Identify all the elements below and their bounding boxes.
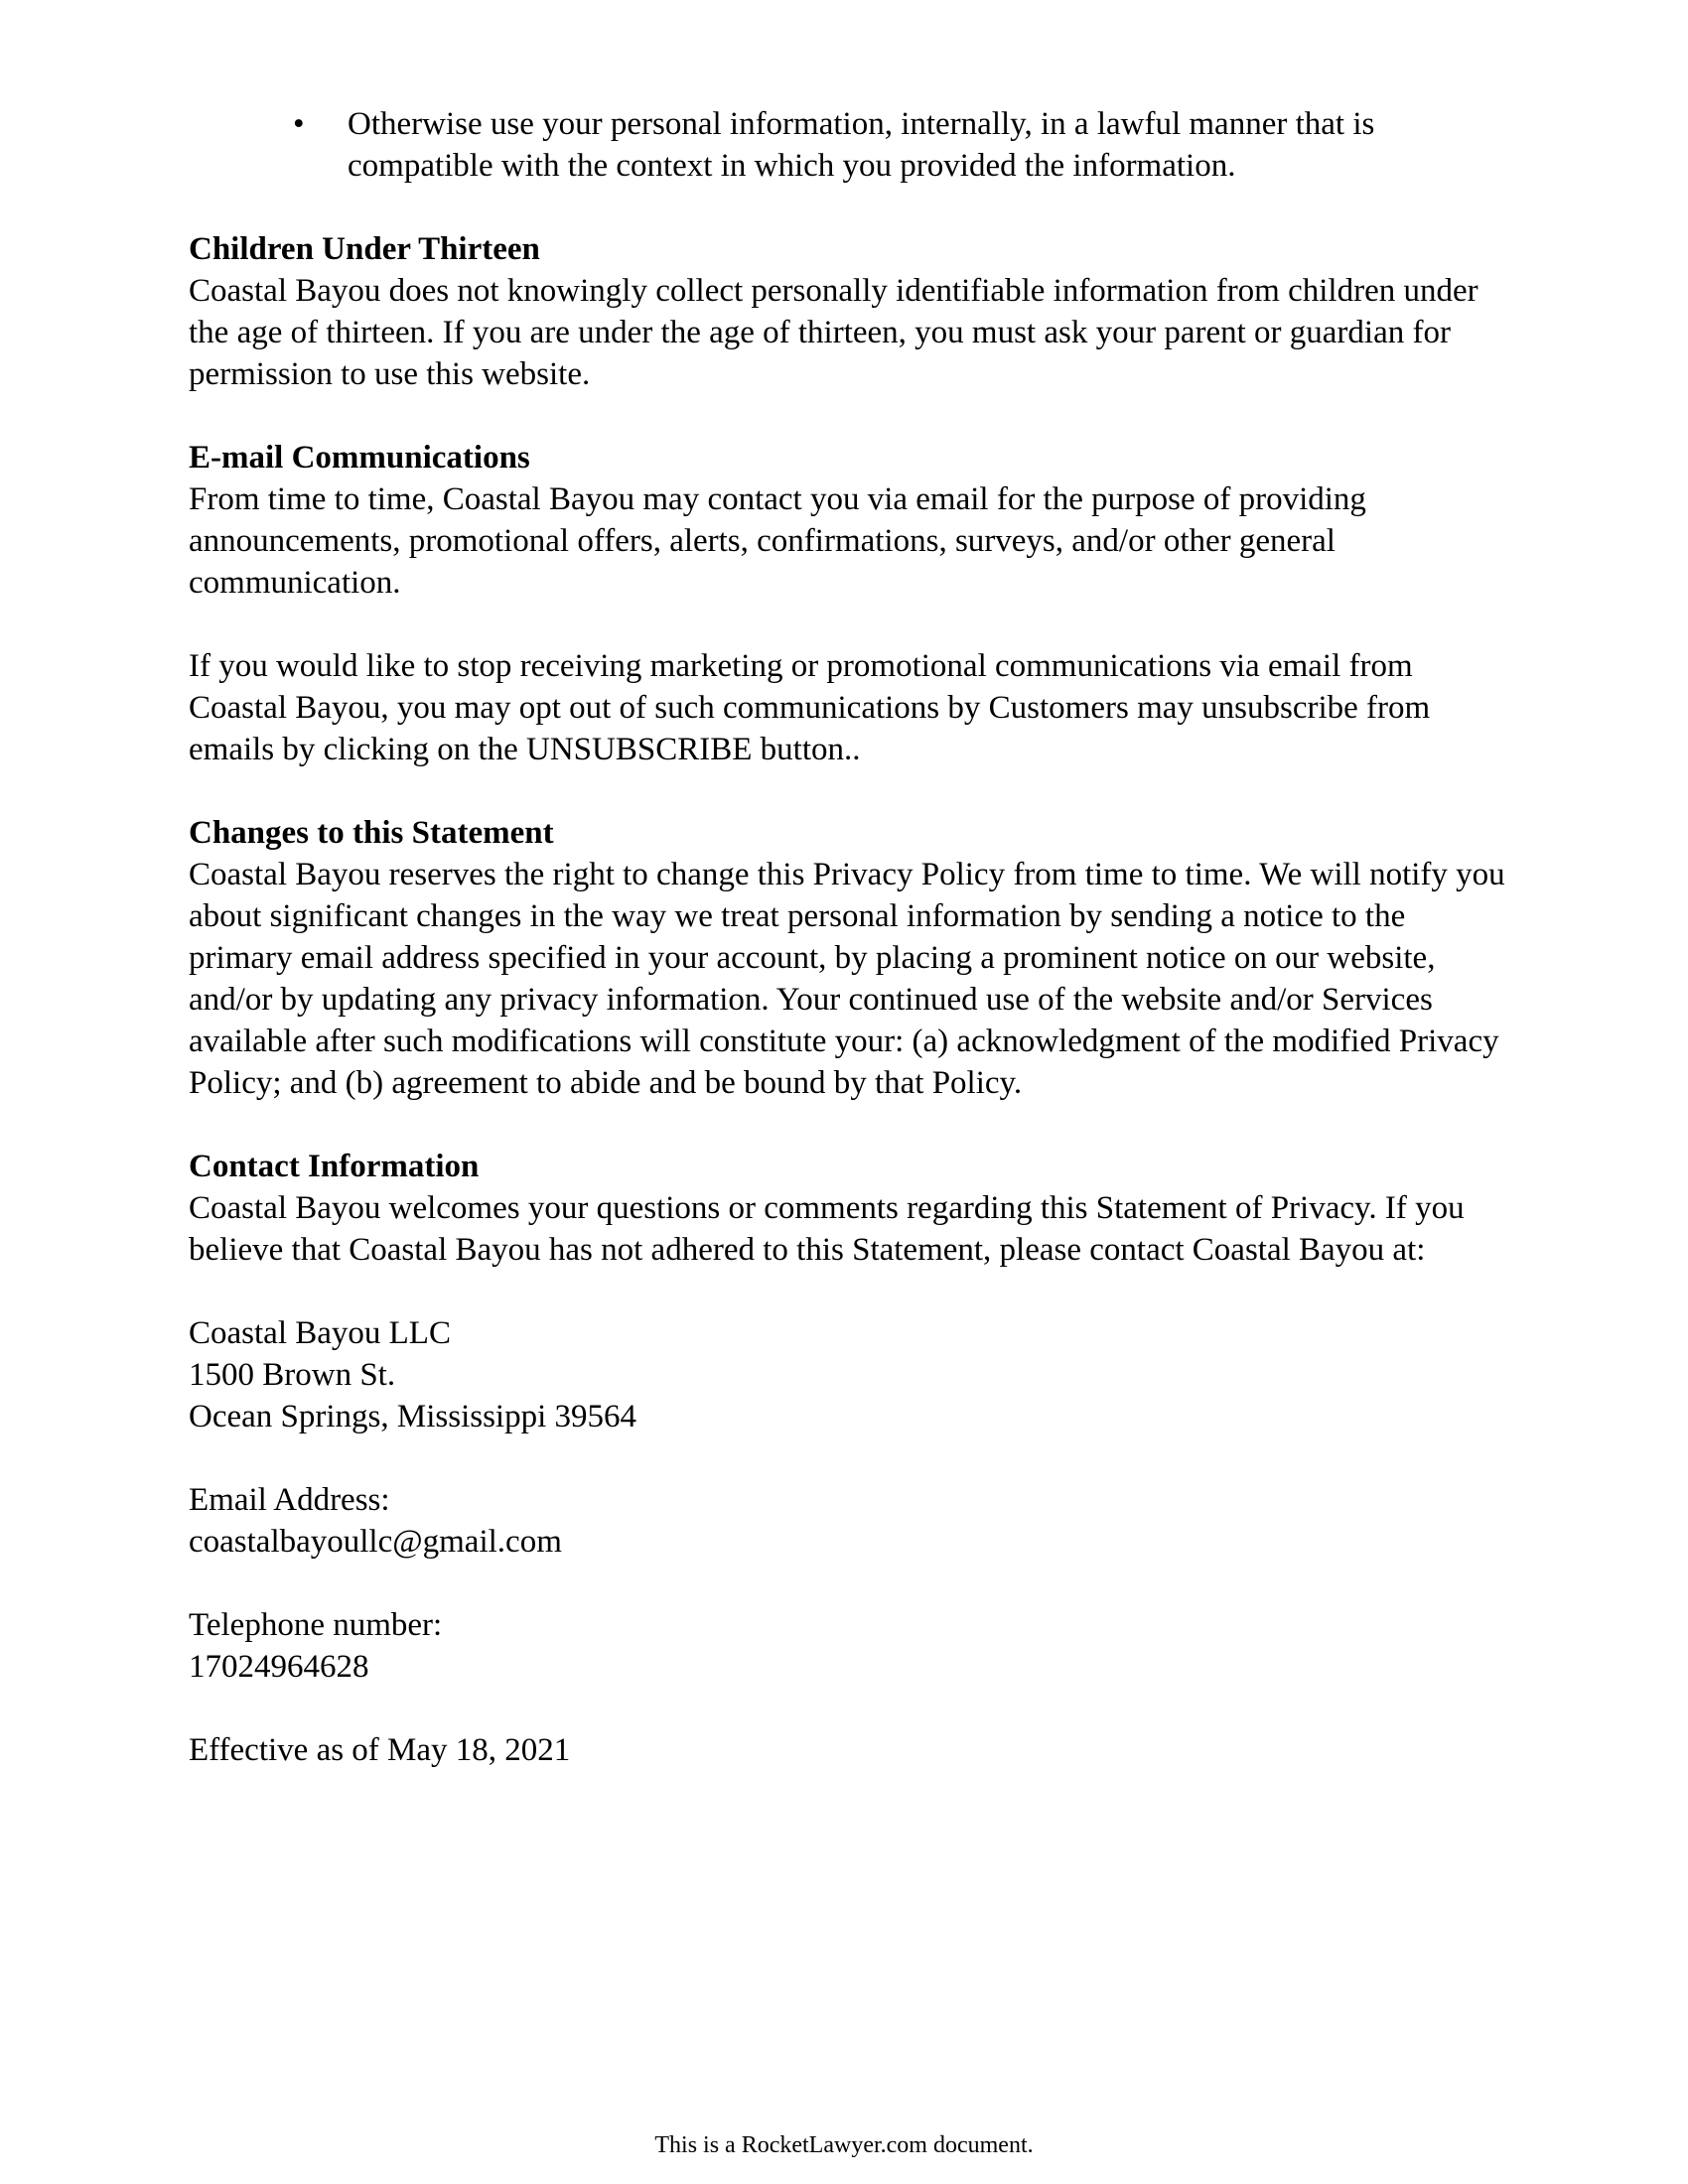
section-children bbox=[189, 228, 1509, 395]
section-heading: Changes to this Statement bbox=[189, 815, 554, 851]
section-body: From time to time, Coastal Bayou may contact you via email for the purpose of providing announcements, promotional offers, alerts, confirmations, surveys, and/or other general communication. bbox=[189, 481, 1366, 601]
section-heading: Children Under Thirteen bbox=[189, 231, 540, 267]
phone-contact bbox=[189, 1604, 1509, 1688]
page-footer: This is a RocketLawyer.com document. bbox=[654, 2132, 1034, 2158]
section-email-optout bbox=[189, 645, 1509, 770]
email-contact bbox=[189, 1479, 1509, 1563]
bullet-item bbox=[189, 103, 1509, 187]
email-label: Email Address: bbox=[189, 1482, 390, 1518]
section-heading: Contact Information bbox=[189, 1149, 480, 1184]
effective-date: Effective as of May 18, 2021 bbox=[189, 1732, 571, 1768]
section-body: Coastal Bayou does not knowingly collect personally identifiable information from children under the age of thirteen. If you are under the age of thirteen, you must ask your parent or guardian for permission to use this website. bbox=[189, 273, 1478, 392]
document-page bbox=[189, 103, 1509, 1813]
section-body: If you would like to stop receiving marketing or promotional communications via email from Coastal Bayou, you may opt out of such communications by Customers may unsubscribe from emails by clicking on the UNSUBSCRIBE button.. bbox=[189, 648, 1431, 767]
section-body: Coastal Bayou reserves the right to change this Privacy Policy from time to time. We will notify you about significant changes in the way we treat personal information by sending a notice to the primary email address specified in your account, by placing a prominent notice on our website, and/or by updating any privacy information. Your continued use of the website and/or Services available after such modifications will constitute your: (a) acknowledgment of the modified Privacy Policy; and (b) agreement to abide and be bound by that Policy. bbox=[189, 857, 1505, 1101]
mailing-address bbox=[189, 1312, 1509, 1437]
section-heading: E-mail Communications bbox=[189, 440, 530, 476]
section-changes bbox=[189, 812, 1509, 1104]
street-address: 1500 Brown St. bbox=[189, 1357, 396, 1393]
phone-value: 17024964628 bbox=[189, 1649, 369, 1685]
bullet-icon: • bbox=[293, 106, 305, 142]
bullet-text: Otherwise use your personal information, internally, in a lawful manner that is compatible with the context in which you provided the information. bbox=[348, 106, 1375, 184]
section-body: Coastal Bayou welcomes your questions or comments regarding this Statement of Privacy. If you believe that Coastal Bayou has not adhered to this Statement, please contact Coastal Bayou at: bbox=[189, 1190, 1465, 1268]
email-value: coastalbayoullc@gmail.com bbox=[189, 1524, 562, 1560]
section-contact bbox=[189, 1146, 1509, 1271]
city-state-zip: Ocean Springs, Mississippi 39564 bbox=[189, 1399, 637, 1434]
company-name: Coastal Bayou LLC bbox=[189, 1315, 451, 1351]
section-email bbox=[189, 437, 1509, 604]
phone-label: Telephone number: bbox=[189, 1607, 443, 1643]
